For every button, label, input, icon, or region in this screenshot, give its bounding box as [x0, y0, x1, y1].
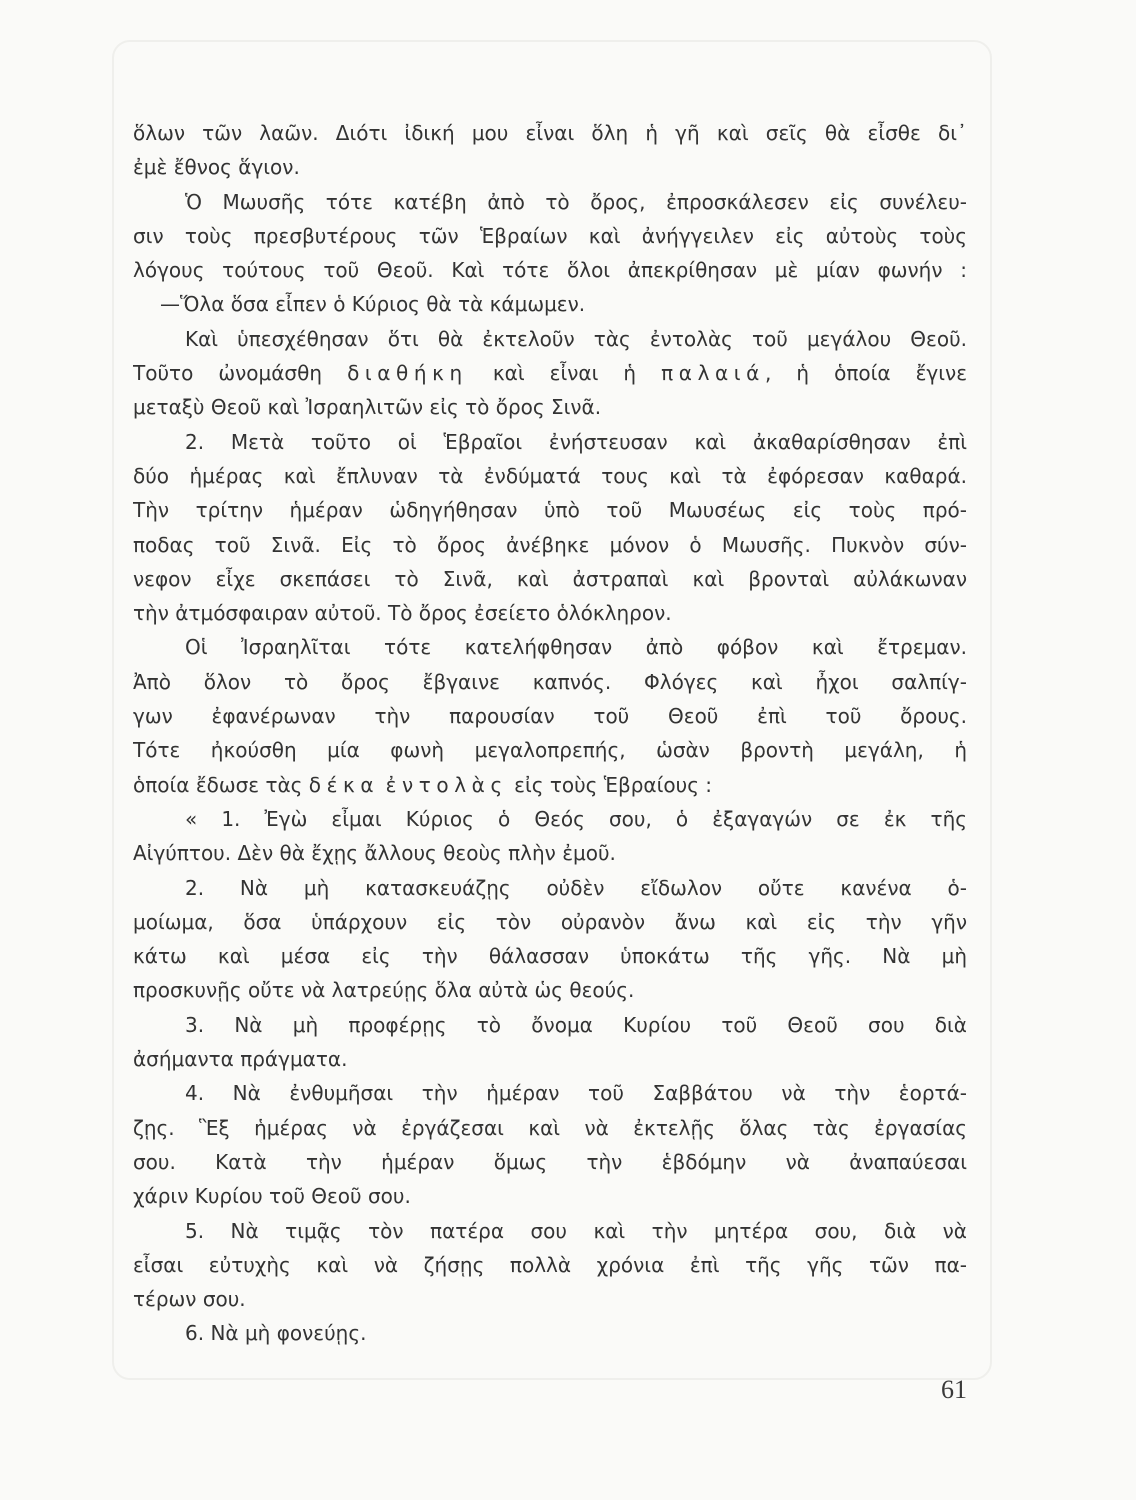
text-line: κάτω καὶ μέσα εἰς τὴν θάλασσαν ὑποκάτω τῆς γῆς. Νὰ μὴ — [133, 944, 967, 969]
text-line: 2. Μετὰ τοῦτο οἱ Ἑβραῖοι ἐνήστευσαν καὶ ἀκαθαρίσθησαν ἐπὶ — [185, 429, 967, 454]
text-line: ἐμὲ ἔθνος ἅγιον. — [133, 155, 300, 180]
text-segment: ὁποία ἔδωσε τὰς — [133, 772, 309, 797]
text-line: γων ἐφανέρωναν τὴν παρουσίαν τοῦ Θεοῦ ἐπὶ τοῦ ὄρους. — [133, 704, 967, 729]
text-line: τὴν ἀτμόσφαιραν αὐτοῦ. Τὸ ὄρος ἐσείετο ὁλόκληρον. — [133, 601, 672, 626]
text-segment: Τοῦτο ὠνομάσθη — [133, 361, 348, 386]
text-line: Οἱ Ἰσραηλῖται τότε κατελήφθησαν ἀπὸ φόβον καὶ ἔτρεμαν. — [185, 635, 967, 660]
text-line: μεταξὺ Θεοῦ καὶ Ἰσραηλιτῶν εἰς τὸ ὄρος Σινᾶ. — [133, 395, 602, 420]
text-line: Αἰγύπτου. Δὲν θὰ ἔχῃς ἄλλους θεοὺς πλὴν ἐμοῦ. — [133, 841, 616, 866]
text-line: νεφον εἶχε σκεπάσει τὸ Σινᾶ, καὶ ἀστραπαὶ καὶ βρονταὶ αὐλάκωναν — [133, 566, 967, 591]
text-line: λόγους τούτους τοῦ Θεοῦ. Καὶ τότε ὅλοι ἀπεκρίθησαν μὲ μίαν φωνήν : — [133, 258, 967, 283]
text-line: μοίωμα, ὅσα ὑπάρχουν εἰς τὸν οὐρανὸν ἄνω καὶ εἰς τὴν γῆν — [133, 909, 967, 934]
text-line: 3. Νὰ μὴ προφέρῃς τὸ ὄνομα Κυρίου τοῦ Θεοῦ σου διὰ — [185, 1012, 967, 1037]
text-segment: εἰς τοὺς Ἑβραίους : — [507, 772, 713, 797]
text-line: 2. Νὰ μὴ κατασκευάζῃς οὐδὲν εἴδωλον οὔτε κανένα ὁ- — [185, 875, 967, 900]
spaced-emphasis: παλαιά — [661, 361, 765, 386]
text-line: χάριν Κυρίου τοῦ Θεοῦ σου. — [133, 1184, 411, 1209]
text-line: τέρων σου. — [133, 1287, 246, 1312]
text-line: ποδας τοῦ Σινᾶ. Εἰς τὸ ὄρος ἀνέβηκε μόνον ὁ Μωυσῆς. Πυκνὸν σύν- — [133, 532, 967, 557]
spaced-emphasis: ἐντολὰς — [385, 772, 508, 797]
text-line: Τότε ἠκούσθη μία φωνὴ μεγαλοπρεπής, ὡσὰν βροντὴ μεγάλη, ἡ — [133, 738, 967, 763]
text-line: Τὴν τρίτην ἡμέραν ὡδηγήθησαν ὑπὸ τοῦ Μωυσέως εἰς τοὺς πρό- — [133, 498, 967, 523]
text-line: ὅλων τῶν λαῶν. Διότι ἰδική μου εἶναι ὅλη ἡ γῆ καὶ σεῖς θὰ εἶσθε δι᾽ — [133, 121, 967, 145]
text-line — [133, 768, 967, 802]
text-line: 6. Νὰ μὴ φονεύῃς. — [185, 1321, 367, 1346]
text-line: « 1. Ἐγὼ εἶμαι Κύριος ὁ Θεός σου, ὁ ἐξαγαγών σε ἐκ τῆς — [185, 806, 967, 831]
text-line — [133, 356, 967, 390]
text-line: 5. Νὰ τιμᾷς τὸν πατέρα σου καὶ τὴν μητέρα σου, διὰ νὰ — [185, 1218, 967, 1243]
text-line: σου. Κατὰ τὴν ἡμέραν ὅμως τὴν ἑβδόμην νὰ ἀναπαύεσαι — [133, 1149, 967, 1174]
text-line: ζῃς. Ἓξ ἡμέρας νὰ ἐργάζεσαι καὶ νὰ ἐκτελῇς ὅλας τὰς ἐργασίας — [133, 1115, 967, 1140]
body-text — [133, 116, 967, 1351]
text-line: Ὁ Μωυσῆς τότε κατέβη ἀπὸ τὸ ὄρος, ἐπροσκάλεσεν εἰς συνέλευ- — [185, 189, 967, 214]
text-line: 4. Νὰ ἐνθυμῆσαι τὴν ἡμέραν τοῦ Σαββάτου νὰ τὴν ἑορτά- — [185, 1081, 967, 1106]
spaced-emphasis: διαθήκη — [347, 361, 468, 386]
text-line: ἀσήμαντα πράγματα. — [133, 1047, 348, 1072]
text-line: —Ὅλα ὅσα εἶπεν ὁ Κύριος θὰ τὰ κάμωμεν. — [160, 292, 586, 317]
text-line: δύο ἡμέρας καὶ ἔπλυναν τὰ ἐνδύματά τους καὶ τὰ ἐφόρεσαν καθαρά. — [133, 463, 967, 488]
spaced-emphasis: δέκα — [308, 772, 380, 797]
text-line: Καὶ ὑπεσχέθησαν ὅτι θὰ ἐκτελοῦν τὰς ἐντολὰς τοῦ μεγάλου Θεοῦ. — [185, 326, 967, 351]
text-line: σιν τοὺς πρεσβυτέρους τῶν Ἑβραίων καὶ ἀνήγγειλεν εἰς αὐτοὺς τοὺς — [133, 223, 967, 248]
text-line: Ἀπὸ ὅλον τὸ ὄρος ἔβγαινε καπνός. Φλόγες καὶ ἦχοι σαλπίγ- — [133, 669, 967, 694]
page-number: 61 — [941, 1375, 967, 1404]
text-segment: καὶ εἶναι ἡ — [467, 361, 662, 386]
text-line: προσκυνῇς οὔτε νὰ λατρεύῃς ὅλα αὐτὰ ὡς θεούς. — [133, 978, 635, 1003]
text-segment: , ἡ ὁποία ἔγινε — [764, 361, 967, 386]
text-line: εἶσαι εὐτυχὴς καὶ νὰ ζήσῃς πολλὰ χρόνια ἐπὶ τῆς γῆς τῶν πα- — [133, 1252, 967, 1277]
